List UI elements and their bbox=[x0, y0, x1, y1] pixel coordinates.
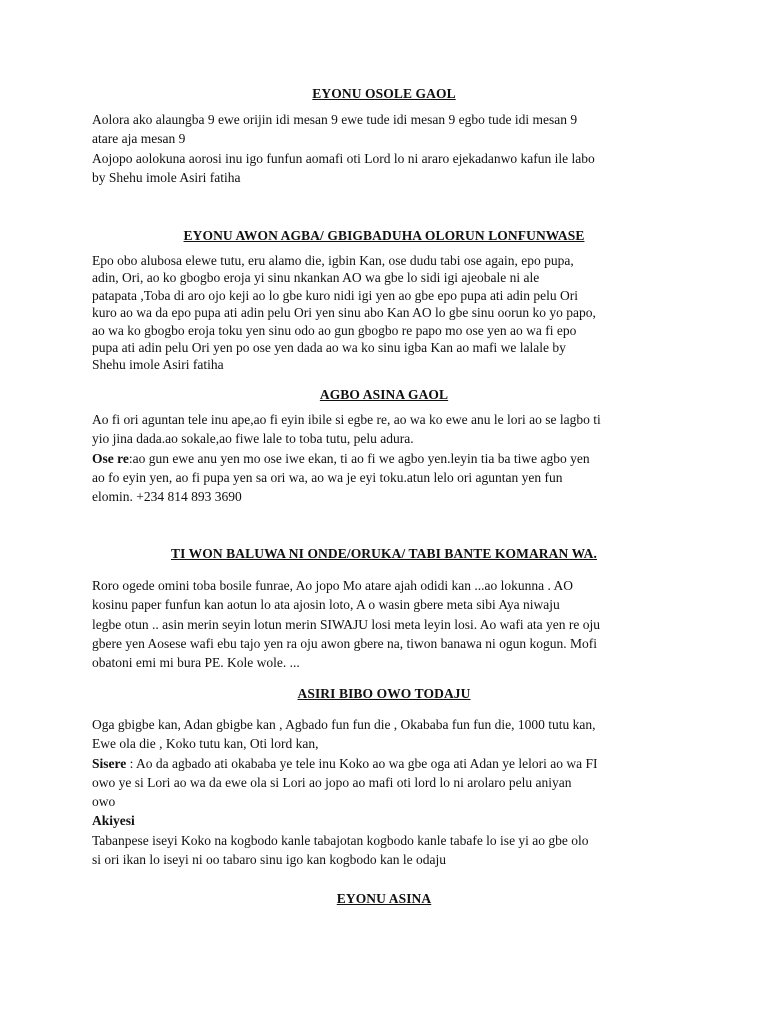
section-ti-won-baluwa bbox=[92, 546, 676, 562]
section-heading: TI WON BALUWA NI ONDE/ORUKA/ TABI BANTE KOMARAN WA. bbox=[170, 546, 598, 561]
paragraph-line: Roro ogede omini toba bosile funrae, Ao jopo Mo atare ajah odidi kan ...ao lokunna . AO bbox=[92, 578, 574, 593]
section-asiri-bibo-owo bbox=[92, 686, 676, 702]
section-body bbox=[92, 252, 676, 374]
paragraph-line: patapata ,Toba di aro ojo keji ao lo gbe kuro nidi igi yen ao gbe epo pupa ati adin pelu Ori bbox=[92, 287, 579, 303]
paragraph-line: Oga gbigbe kan, Adan gbigbe kan , Agbado fun fun die , Okababa fun fun die, 1000 tutu kan, bbox=[92, 717, 596, 732]
paragraph-line: Aojopo aolokuna aorosi inu igo funfun aomafi oti Lord lo ni araro ejekadanwo kafun ile labo bbox=[92, 150, 595, 166]
paragraph-line: owo bbox=[92, 794, 116, 810]
section-heading: EYONU OSOLE GAOL bbox=[312, 86, 456, 101]
ose-re-text: :ao gun ewe anu yen mo ose iwe ekan, ti ao fi we agbo yen.leyin tia ba tiwe agbo yen bbox=[128, 450, 590, 466]
section-eyonu-awon-agba bbox=[92, 228, 676, 244]
section-heading: EYONU AWON AGBA/ GBIGBADUHA OLORUN LONFUNWASE bbox=[183, 228, 585, 243]
paragraph-line: atare aja mesan 9 bbox=[92, 131, 186, 147]
section-eyonu-asina bbox=[92, 891, 676, 907]
paragraph-line: ao fo eyin yen, ao fi pupa yen sa ori wa, ao wa je eyi toku.atun lelo ori aguntan yen fun bbox=[92, 469, 563, 485]
paragraph-line: ao wa ko gbogbo eroja toku yen sinu odo ao gun gbogbo re papo mo ose yen ao wa fi epo bbox=[92, 322, 577, 338]
paragraph-line: legbe otun .. asin merin seyin lotun merin SIWAJU losi meta leyin losi. Ao wafi ata yen re oju bbox=[92, 616, 601, 632]
paragraph-line: elomin. +234 814 893 3690 bbox=[92, 489, 242, 505]
paragraph-line: Tabanpese iseyi Koko na kogbodo kanle tabajotan kogbodo kanle tabafe lo ise yi ao gbe olo bbox=[92, 832, 589, 848]
sisere-text: : Ao da agbado ati okababa ye tele inu Koko ao wa gbe oga ati Adan ye lelori ao wa FI bbox=[126, 755, 598, 771]
paragraph-line: by Shehu imole Asiri fatiha bbox=[92, 169, 241, 185]
paragraph-line bbox=[92, 754, 676, 773]
section-eyonu-osole-gaol bbox=[92, 86, 676, 102]
paragraph-line: yio jina dada.ao sokale,ao fiwe lale to toba tutu, pelu adura. bbox=[92, 431, 414, 447]
section-body bbox=[92, 576, 676, 672]
paragraph-line: Ao fi ori aguntan tele inu ape,ao fi eyin ibile si egbe re, ao wa ko ewe anu le lori ao se lagbo ti bbox=[92, 412, 601, 427]
section-body bbox=[92, 410, 676, 506]
paragraph-line: Aolora ako alaungba 9 ewe orijin idi mesan 9 ewe tude idi mesan 9 egbo tude idi mesan 9 bbox=[92, 112, 578, 127]
akiyesi-label: Akiyesi bbox=[92, 813, 135, 829]
paragraph-line: owo ye si Lori ao wa da ewe ola si Lori ao jopo ao mafi oti lord lo ni arolaro pelu aniyan bbox=[92, 774, 572, 790]
paragraph-line: Shehu imole Asiri fatiha bbox=[92, 357, 224, 373]
paragraph-line: adin, Ori, ao ko gbogbo eroja yi sinu nkankan AO wa gbe lo sidi igi ajeobale ni ale bbox=[92, 270, 540, 286]
section-heading: EYONU ASINA bbox=[336, 891, 432, 906]
section-agbo-asina-gaol bbox=[92, 387, 676, 403]
sisere-label: Sisere bbox=[92, 755, 127, 771]
paragraph-line: pupa ati adin pelu Ori yen po ose yen dada ao wa ko sinu igba Kan ao mafi we lalale by bbox=[92, 340, 566, 356]
ose-re-label: Ose re bbox=[92, 450, 129, 466]
paragraph-line: si ori ikan lo iseyi ni oo tabaro sinu igo kan kogbodo kan le odaju bbox=[92, 852, 446, 868]
paragraph-line: Epo obo alubosa elewe tutu, eru alamo die, igbin Kan, ose dudu tabi ose again, epo pupa, bbox=[92, 253, 574, 268]
section-body bbox=[92, 715, 676, 869]
paragraph-line: kuro ao wa da epo pupa ati adin pelu Ori yen sinu abo Kan AO lo gbe sinu oorun ko yo papo, bbox=[92, 305, 596, 321]
paragraph-line: obatoni emi mi bura PE. Kole wole. ... bbox=[92, 655, 300, 671]
section-body bbox=[92, 110, 676, 187]
section-heading: ASIRI BIBO OWO TODAJU bbox=[297, 686, 471, 701]
paragraph-line: kosinu paper funfun kan aotun lo ata ajosin loto, A o wasin gbere meta sibi Aya niwaju bbox=[92, 597, 560, 613]
paragraph-line bbox=[92, 449, 676, 468]
paragraph-line: Ewe ola die , Koko tutu kan, Oti lord kan, bbox=[92, 736, 319, 752]
section-heading: AGBO ASINA GAOL bbox=[319, 387, 449, 402]
paragraph-line: gbere yen Aosese wafi ebu tajo yen ra oju awon gbere na, tiwon banawa ni ogun kogun. Mofi bbox=[92, 635, 597, 651]
